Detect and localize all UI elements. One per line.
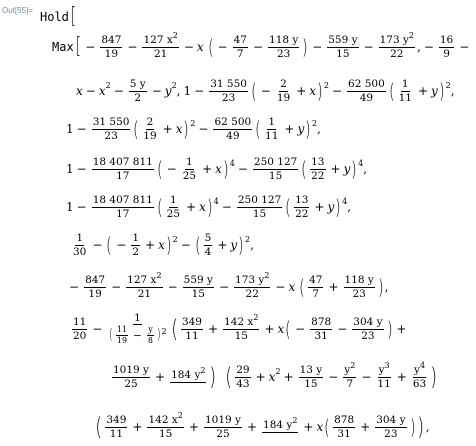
fraction: $\frac{47}{7}$ — [233, 34, 247, 60]
fraction: $\frac{250 127}{15}$ — [253, 156, 298, 182]
fraction: $\frac{349}{11}$ — [106, 414, 127, 440]
bracket: ( — [207, 35, 214, 59]
bracket: ) — [351, 157, 357, 181]
fraction: $\frac{2}{19}$ — [143, 116, 157, 142]
bracket: ) — [166, 233, 172, 257]
fraction: $\frac{559 y}{15}$ — [328, 34, 358, 60]
fraction: $\frac{11}{19}$ — [116, 325, 128, 346]
bracket: ) — [207, 195, 213, 219]
fraction: $\frac{11}{20}$ — [73, 316, 87, 342]
bracket: ( — [225, 363, 232, 391]
fraction: $\frac{62 500}{49}$ — [214, 116, 252, 142]
bracket: ) — [156, 326, 161, 343]
fraction: $\frac{5 y}{2}$ — [129, 78, 146, 104]
bracket: ( — [255, 117, 261, 141]
fraction: $\frac{1}{25}$ — [182, 156, 197, 182]
bracket: ) — [430, 363, 438, 391]
fraction: $\frac{y^2}{7}$ — [344, 361, 356, 390]
fraction: $\frac{16}{9}$ — [439, 34, 454, 60]
fraction: $\frac{1}{11}$ — [398, 78, 412, 104]
fraction: 184 $y^2$ — [263, 416, 298, 432]
expr-line-6: 1 − $\frac{18 407 811}{17}$ ( $\frac{1}{25}$ + x ) 4 − $\frac{250 127}{15}$ ( $\frac{13}{22}$ + y ) 4 , — [66, 194, 352, 220]
bracket: ) — [378, 275, 384, 299]
expr-line-7: $\frac{1}{30}$ − ( − $\frac{1}{2}$ + x ) 2 − ( $\frac{5}{4}$ + y ) 2 , — [73, 232, 254, 258]
bracket: ( — [324, 415, 330, 439]
fraction: $\frac{13 y}{15}$ — [299, 364, 323, 390]
fraction: $\frac{118 y}{23}$ — [344, 274, 374, 300]
bracket: ( — [109, 326, 114, 343]
expr-line-11: ( $\frac{349}{11}$ + $\frac{142 x^2}{15}$ + $\frac{1019 y}{25}$ + 184 $y^2$ + x ( $\frac{878}{31}$ + $\frac{304 y}{23}$ ) ) , — [95, 411, 430, 441]
fraction: $\frac{1}{30}$ — [73, 232, 87, 258]
fraction: $\frac{13}{22}$ — [295, 194, 309, 220]
expr-line-3: x − x 2 − $\frac{5 y}{2}$ − y 2 , 1 − $\frac{31 550}{23}$ ( − $\frac{2}{19}$ + x ) 2 − $\frac{62 500}{49}$ ( $\frac{1}{11}$ + y ) 2 , — [76, 78, 455, 104]
open-bracket: [ — [70, 4, 76, 29]
fraction: $\frac{1}{2}$ — [132, 232, 139, 258]
bracket: ( — [285, 317, 291, 341]
fraction: $\frac{559 y}{15}$ — [183, 274, 213, 300]
bracket: ) — [409, 415, 416, 439]
bracket: ) — [305, 117, 311, 141]
bracket: ) — [335, 195, 341, 219]
fraction: $\frac{1019 y}{25}$ — [204, 414, 241, 440]
fraction: $\frac{62 500}{49}$ — [348, 78, 385, 104]
fraction: $\frac{47}{7}$ — [309, 274, 323, 300]
bracket: ( — [251, 79, 257, 103]
expr-line-4: 1 − $\frac{31 550}{23}$ ( $\frac{2}{19}$ + x ) 2 − $\frac{62 500}{49}$ ( $\frac{1}{11}$ + y ) 2 , — [66, 116, 321, 142]
fraction: $\frac{18 407 811}{17}$ — [92, 156, 153, 182]
fraction: $\frac{29}{43}$ — [236, 364, 250, 390]
fraction: $\frac{2}{19}$ — [276, 78, 291, 104]
fraction: $\frac{304 y}{23}$ — [376, 414, 406, 440]
bracket: [ — [75, 34, 81, 59]
bracket: ( — [170, 315, 178, 343]
bracket: ) — [386, 317, 393, 341]
fraction: $\frac{250 127}{15}$ — [237, 194, 282, 220]
fraction: $\frac{878}{31}$ — [334, 414, 355, 440]
fraction: $\frac{31 550}{23}$ — [92, 116, 130, 142]
bracket: ( — [194, 233, 201, 257]
bracket: ) — [238, 233, 244, 257]
expr-line-5: 1 − $\frac{18 407 811}{17}$ ( − $\frac{1}{25}$ + x ) 4 − $\frac{250 127}{15}$ ( $\frac{13}{22}$ + y ) 4 , — [66, 156, 368, 182]
fraction: $\frac{y^3}{11}$ — [377, 361, 391, 390]
bracket: ( — [95, 413, 102, 441]
fraction: $\frac{y}{8}$ — [147, 325, 153, 346]
fraction: $\frac{847}{19}$ — [85, 274, 106, 300]
bracket: ( — [106, 233, 113, 257]
bracket: ( — [157, 195, 163, 219]
bracket: ) — [438, 79, 445, 103]
fraction: $\frac{173 y^2}{22}$ — [379, 31, 414, 60]
bracket: ( — [301, 157, 307, 181]
expr-line-8: − $\frac{847}{19}$ − $\frac{127 x^2}{21}$ − $\frac{559 y}{15}$ − $\frac{173 y^2}{22}$ − x ( $\frac{47}{7}$ + $\frac{118 y}{23}$ ) , — [69, 271, 389, 300]
fraction: $\frac{1019 y}{25}$ — [113, 364, 149, 390]
bracket: ( — [299, 275, 305, 299]
output-label: Out[55]= — [2, 6, 33, 15]
bracket: ( — [388, 79, 395, 103]
expr-line-2: Max [ − $\frac{847}{19}$ − $\frac{127 x^2}{21}$ − x ( − $\frac{47}{7}$ − $\frac{118 y}{23}$ ) − $\frac{559 y}{15}$ − $\frac{173 y^2}{22}$ , − $\frac{16}{9}$ − — [52, 31, 470, 60]
bracket: ( — [285, 195, 291, 219]
bracket: ( — [133, 117, 140, 141]
fraction: $\frac{5}{4}$ — [204, 232, 212, 258]
fraction: $\frac{173 y^2}{22}$ — [235, 271, 270, 300]
bracket: ) — [183, 117, 190, 141]
fraction: $\frac{142 x^2}{15}$ — [148, 411, 183, 440]
fraction: $\frac{349}{11}$ — [181, 316, 202, 342]
fraction: $\frac{31 550}{23}$ — [210, 78, 247, 104]
expr-line-1 — [40, 0, 78, 34]
expr-line-10: $\frac{1019 y}{25}$ + 184 $y^2$ ) ( $\frac{29}{43}$ + x 2 + $\frac{13 y}{15}$ − $\frac{y^2}{7}$ − $\frac{y^3}{11}$ + $\frac{y^4}{63}$ ) — [113, 361, 438, 391]
bracket: ) — [417, 413, 425, 441]
expr-line-9: $\frac{11}{20}$ − 1 ( $\frac{11}{19}$ − $\frac{y}{8}$ )$^2$ ( $\frac{349}{11}$ + $\frac{142 x^2}{15}$ + x ( − $\frac{878}{31}$ − $\frac{304 y}{23}$ ) + — [73, 311, 407, 346]
nested-fraction: 1 ( $\frac{11}{19}$ − $\frac{y}{8}$ )$^2$ — [109, 311, 167, 346]
fraction: $\frac{127 x^2}{21}$ — [143, 31, 178, 60]
fraction: $\frac{118 y}{23}$ — [269, 34, 299, 60]
fraction: $\frac{142 x^2}{15}$ — [224, 313, 259, 342]
bracket: ( — [157, 157, 163, 181]
fraction: $\frac{847}{19}$ — [101, 34, 122, 60]
fraction: $\frac{127 x^2}{21}$ — [127, 271, 162, 300]
fraction: $\frac{878}{31}$ — [311, 316, 332, 342]
bracket: ) — [302, 35, 308, 59]
fraction: 184 $y^2$ — [171, 366, 206, 382]
hold-keyword: Hold — [40, 10, 69, 24]
bracket: ) — [209, 363, 217, 391]
max-keyword: Max — [52, 40, 74, 54]
bracket: ) — [317, 79, 323, 103]
bracket: ) — [223, 157, 229, 181]
fraction: $\frac{304 y}{23}$ — [353, 316, 383, 342]
fraction: $\frac{1}{11}$ — [265, 116, 279, 142]
fraction: $\frac{1}{25}$ — [166, 194, 181, 220]
fraction: $\frac{18 407 811}{17}$ — [92, 194, 153, 220]
fraction: $\frac{13}{22}$ — [311, 156, 325, 182]
fraction: $\frac{y^4}{63}$ — [412, 361, 427, 390]
